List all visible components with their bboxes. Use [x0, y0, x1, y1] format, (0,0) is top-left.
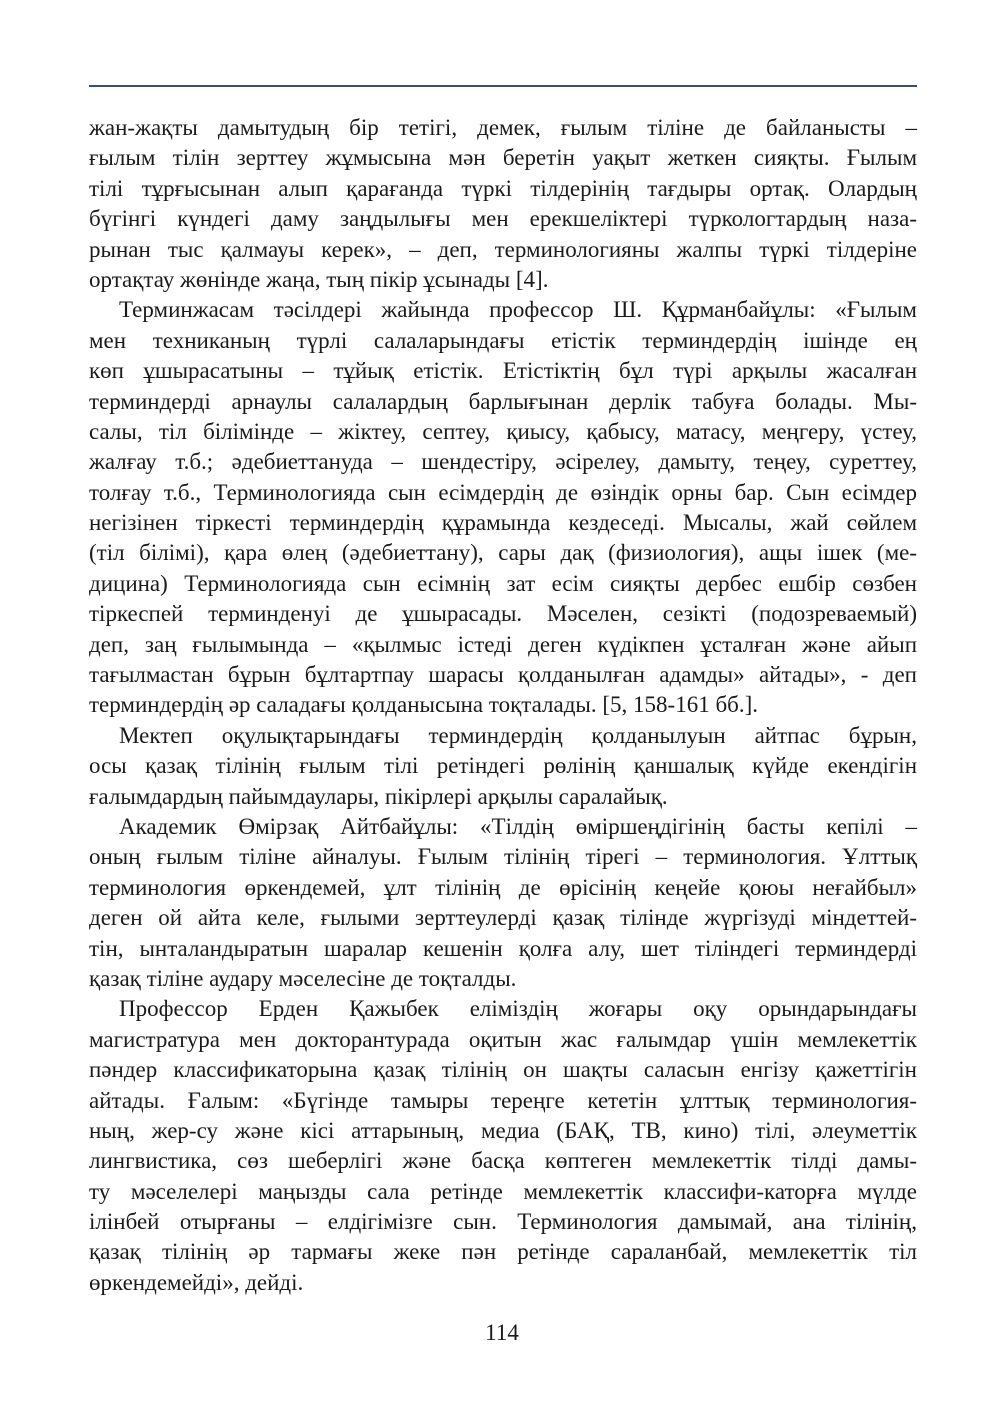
- body-text: [89, 113, 917, 1298]
- text-line: көп ұшырасатыны – тұйық етістік. Етістіктің бұл түрі арқылы жасалған: [89, 358, 917, 384]
- text-line: тіркеспей терминденуі де ұшырасады. Мәселен, сезікті (подозреваемый): [89, 601, 917, 627]
- text-line: мен техниканың түрлі салаларындағы етістік терминдердің ішінде ең: [89, 327, 917, 353]
- text-line: магистратура мен докторантурада оқитын жас ғалымдар үшін мемлекеттік: [89, 1026, 917, 1052]
- text-line: осы қазақ тілінің ғылым тілі ретіндегі рөлінің қаншалық күйде екендігін: [89, 753, 917, 779]
- header-rule: [89, 85, 917, 87]
- text-line: жалғау т.б.; әдебиеттануда – шендестіру, әсірелеу, дамыту, теңеу, суреттеу,: [89, 449, 917, 475]
- text-line: тағылмастан бұрын бұлтартпау шарасы қолданылған адамды» айтады», - деп: [89, 662, 917, 688]
- text-line: ның, жер-су және кісі аттарының, медиа (БАҚ, ТВ, кино) тілі, әлеуметтік: [89, 1117, 917, 1143]
- text-line: қазақ тіліне аудару мәселесіне де тоқталды.: [89, 965, 517, 991]
- text-line: тін, ынталандыратын шаралар кешенін қолға алу, шет тіліндегі терминдерді: [89, 935, 917, 961]
- text-line: деп, заң ғылымында – «қылмыс істеді деген күдікпен ұсталған және айып: [89, 631, 917, 657]
- text-line: бүгінгі күндегі даму заңдылығы мен ерекшеліктері түркологтардың наза-: [89, 206, 917, 232]
- text-line: қазақ тілінің әр тармағы жеке пән ретінде сараланбай, мемлекеттік тіл: [89, 1239, 917, 1265]
- text-line: өркендемейді», дейді.: [89, 1269, 304, 1295]
- text-line: ортақтау жөнінде жаңа, тың пікір ұсынады [4].: [89, 266, 549, 292]
- text-line: пәндер классификаторына қазақ тілінің он шақты саласын енгізу қажеттігін: [89, 1057, 917, 1083]
- text-line: Терминжасам тәсілдері жайында профессор Ш. Құрманбайұлы: «Ғылым: [119, 297, 917, 323]
- text-line: ілінбей отырғаны – елдігімізге сын. Терминология дамымай, ана тілінің,: [89, 1209, 917, 1235]
- text-line: Академик Өмірзақ Айтбайұлы: «Тілдің өміршеңдігінің басты кепілі –: [119, 813, 917, 839]
- text-line: (тіл білімі), қара өлең (әдебиеттану), сары дақ (физиология), ащы ішек (ме-: [89, 540, 917, 566]
- text-line: терминдерді арнаулы салалардың барлығынан дерлік табуға болады. Мы-: [89, 388, 917, 414]
- text-line: айтады. Ғалым: «Бүгінде тамыры тереңге кететін ұлттық терминология-: [89, 1087, 917, 1113]
- paragraph-2: [89, 295, 917, 720]
- text-line: рынан тыс қалмауы керек», – деп, терминологияны жалпы түркі тілдеріне: [89, 236, 917, 262]
- text-line: жан-жақты дамытудың бір тетігі, демек, ғылым тіліне де байланысты –: [89, 115, 917, 140]
- page-number: 114: [485, 1320, 519, 1345]
- paragraph-3: [89, 721, 917, 812]
- text-line: лингвистика, сөз шеберлігі және басқа көптеген мемлекеттік тілді дамы-: [89, 1148, 917, 1174]
- text-line: толғау т.б., Терминологияда сын есімдердің де өзіндік орны бар. Сын есімдер: [89, 479, 917, 505]
- text-line: терминдердің әр саладағы қолданысына тоқталады. [5, 158-161 бб.].: [89, 692, 759, 718]
- text-line: ту мәселелері маңызды сала ретінде мемлекеттік классифи-каторға мүлде: [89, 1178, 917, 1204]
- text-line: ғылым тілін зерттеу жұмысына мән беретін уақыт жеткен сияқты. Ғылым: [89, 145, 917, 171]
- text-line: негізінен тіркесті терминдердің құрамында кездеседі. Мысалы, жай сөйлем: [89, 510, 917, 536]
- text-line: Мектеп оқулықтарындағы терминдердің қолданылуын айтпас бұрын,: [119, 722, 917, 748]
- text-line: терминология өркендемей, ұлт тілінің де өрісінің кеңейе қоюы неғайбыл»: [89, 874, 917, 900]
- text-line: тілі тұрғысынан алып қарағанда түркі тілдерінің тағдыры ортақ. Олардың: [89, 175, 917, 201]
- text-line: деген ой айта келе, ғылыми зерттеулерді қазақ тілінде жүргізуді міндеттей-: [89, 905, 917, 931]
- text-line: дицина) Терминологияда сын есімнің зат есім сияқты дербес ешбір сөзбен: [89, 570, 917, 596]
- paragraph-4: [89, 812, 917, 994]
- paragraph-5: [89, 994, 917, 1298]
- text-line: ғалымдардың пайымдаулары, пікірлері арқылы саралайық.: [89, 783, 668, 809]
- paragraph-1: [89, 113, 917, 295]
- text-line: Профессор Ерден Қажыбек еліміздің жоғары оқу орындарындағы: [119, 996, 917, 1022]
- text-line: салы, тіл білімінде – жіктеу, септеу, қиысу, қабысу, матасу, меңгеру, үстеу,: [89, 418, 917, 444]
- text-line: оның ғылым тіліне айналуы. Ғылым тілінің тірегі – терминология. Ұлттық: [89, 844, 917, 870]
